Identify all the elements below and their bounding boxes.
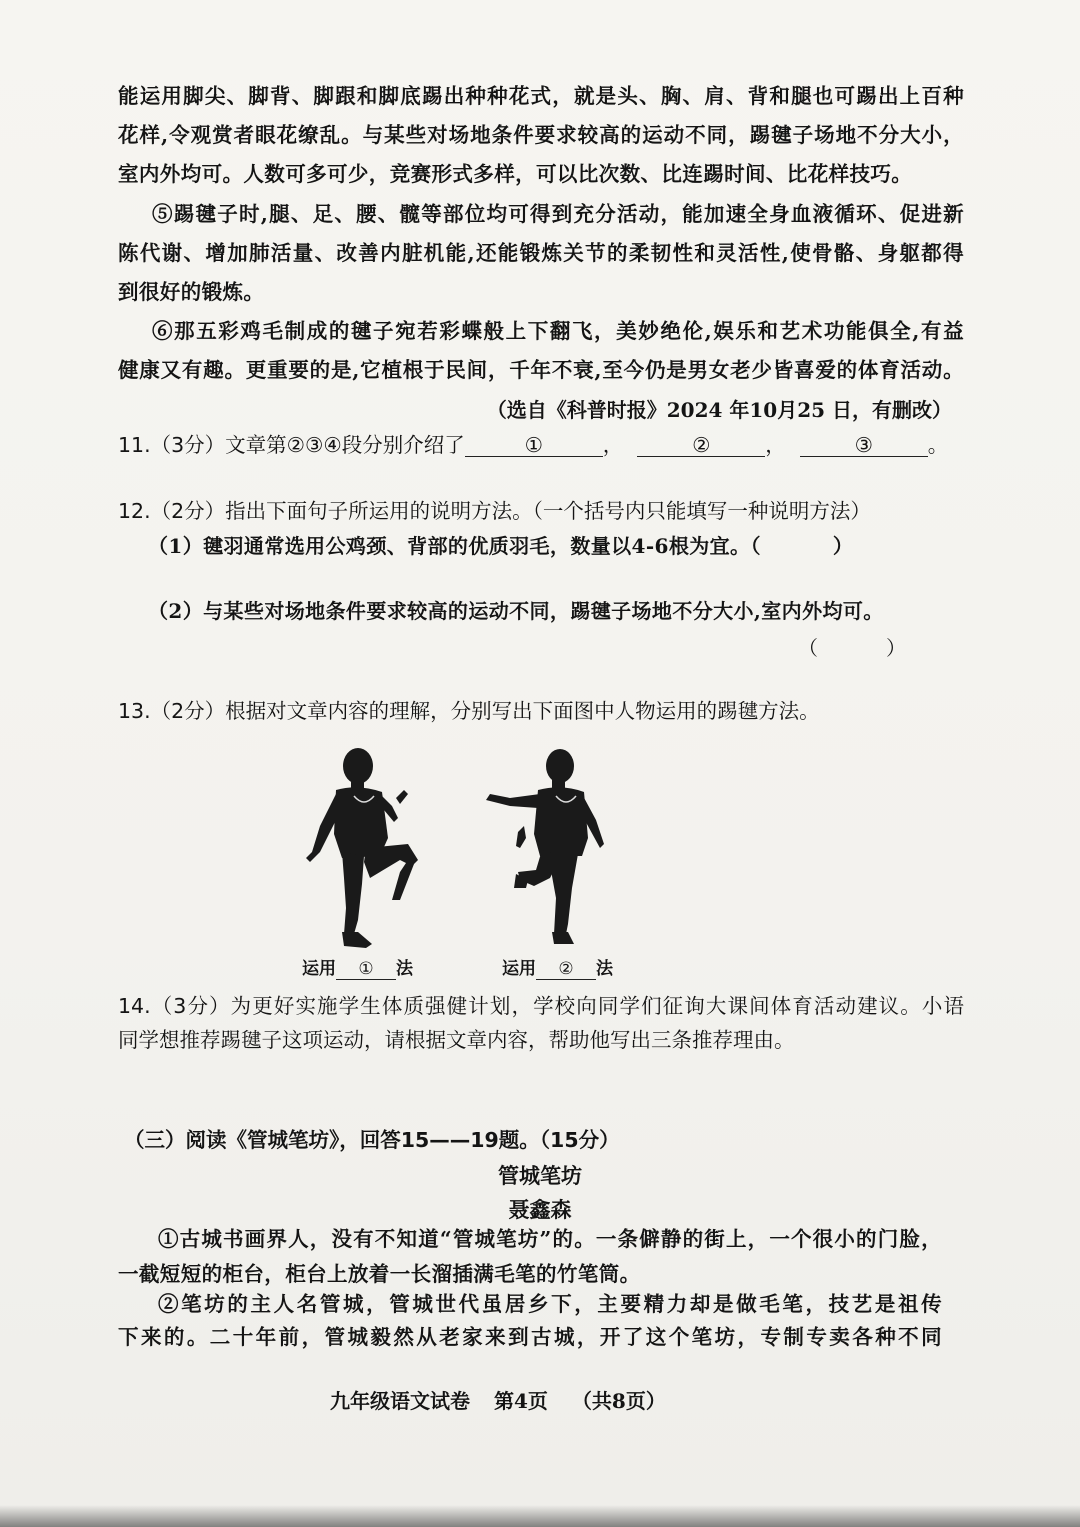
article-author: 聂鑫森: [508, 1197, 572, 1222]
answer-blank-2[interactable]: ②: [637, 434, 765, 457]
answer-blank-3[interactable]: ③: [800, 434, 928, 457]
article-p2-line-2: 下来的。二十年前，管城毅然从老家来到古城，开了这个笔坊，专制专卖各种不同: [118, 1325, 942, 1349]
footer-page: 第4页: [494, 1389, 548, 1413]
kicker-figure-1: [296, 748, 436, 953]
question-14-line-1: 14.（3分）为更好实施学生体质强健计划，学校向同学们征询大课间体育活动建议。小语: [118, 994, 964, 1018]
figure-2-answer-blank[interactable]: ②: [536, 959, 596, 980]
kicker-figure-2: [480, 748, 620, 953]
q11-end: 。: [927, 433, 949, 457]
passage-p6-line-2: 健康又有趣。更重要的是,它植根于民间，千年不衰,至今仍是男女老少皆喜爱的体育活动。: [118, 358, 964, 382]
question-12-sentence-1-close: ）: [832, 534, 854, 558]
passage-source: （选自《科普时报》2024 年10月25 日，有删改）: [486, 398, 952, 422]
passage-p4-line-3: 室内外均可。人数可多可少，竞赛形式多样，可以比次数、比连踢时间、比花样技巧。: [118, 162, 913, 186]
article-p1-line-1: ①古城书画界人，没有不知道“管城笔坊”的。一条僻静的街上，一个很小的门脸，: [158, 1227, 942, 1251]
caption-post: 法: [396, 959, 413, 979]
question-12-sentence-1: [148, 533, 853, 559]
paren-close: ）: [886, 636, 906, 660]
page-footer: [330, 1385, 690, 1414]
footer-title: 九年级语文试卷: [330, 1389, 470, 1413]
q11-sep-1: ，: [602, 433, 624, 457]
section-3-header: （三）阅读《管城笔坊》，回答15——19题。（15分）: [124, 1128, 620, 1152]
passage-p5-line-1: ⑤踢毽子时,腿、足、腰、髋等部位均可得到充分活动，能加速全身血液循环、促进新: [152, 202, 964, 226]
question-12-sentence-1-text: （1）毽羽通常选用公鸡颈、背部的优质羽毛，数量以4-6根为宜。（: [148, 534, 761, 558]
passage-p6-line-1: ⑥那五彩鸡毛制成的毽子宛若彩蝶般上下翻飞，美妙绝伦,娱乐和艺术功能俱全,有益: [152, 319, 964, 343]
question-14-line-2: 同学想推荐踢毽子这项运动，请根据文章内容，帮助他写出三条推荐理由。: [118, 1028, 795, 1052]
question-13: 13.（2分）根据对文章内容的理解，分别写出下面图中人物运用的踢毽方法。: [118, 699, 820, 723]
passage-p4-line-2: 花样,令观赏者眼花缭乱。与某些对场地条件要求较高的运动不同，踢毽子场地不分大小，: [118, 123, 964, 147]
figure-2-caption: [502, 954, 613, 980]
answer-blank-1[interactable]: ①: [465, 434, 603, 457]
paren-open: （: [798, 636, 818, 660]
question-11-text: 11.（3分）文章第②③④段分别介绍了: [118, 433, 465, 457]
footer-total: （共8页）: [571, 1389, 666, 1413]
q11-sep-2: ，: [765, 433, 786, 457]
question-12: 12.（2分）指出下面句子所运用的说明方法。（一个括号内只能填写一种说明方法）: [118, 499, 871, 523]
figure-1-answer-blank[interactable]: ①: [336, 959, 396, 980]
caption-pre: 运用: [302, 959, 336, 979]
figure-1-caption: [302, 954, 413, 980]
answer-paren-2[interactable]: [798, 632, 906, 661]
scan-edge-shadow: [0, 1505, 1080, 1527]
passage-p5-line-2: 陈代谢、增加肺活量、改善内脏机能,还能锻炼关节的柔韧性和灵活性,使骨骼、身躯都得: [118, 241, 964, 265]
article-p1-line-2: 一截短短的柜台，柜台上放着一长溜插满毛笔的竹笔筒。: [118, 1262, 641, 1286]
article-title: 管城笔坊: [498, 1164, 582, 1188]
passage-p4-line-1: 能运用脚尖、脚背、脚跟和脚底踢出种种花式，就是头、胸、肩、背和腿也可踢出上百种: [118, 84, 964, 108]
passage-p5-line-3: 到很好的锻炼。: [118, 280, 265, 304]
caption-post: 法: [596, 959, 613, 979]
caption-pre: 运用: [502, 959, 536, 979]
question-12-sentence-2: （2）与某些对场地条件要求较高的运动不同，踢毽子场地不分大小,室内外均可。: [148, 599, 884, 623]
article-p2-line-1: ②笔坊的主人名管城，管城世代虽居乡下，主要精力却是做毛笔，技艺是祖传: [158, 1292, 942, 1316]
question-11: [118, 432, 948, 458]
